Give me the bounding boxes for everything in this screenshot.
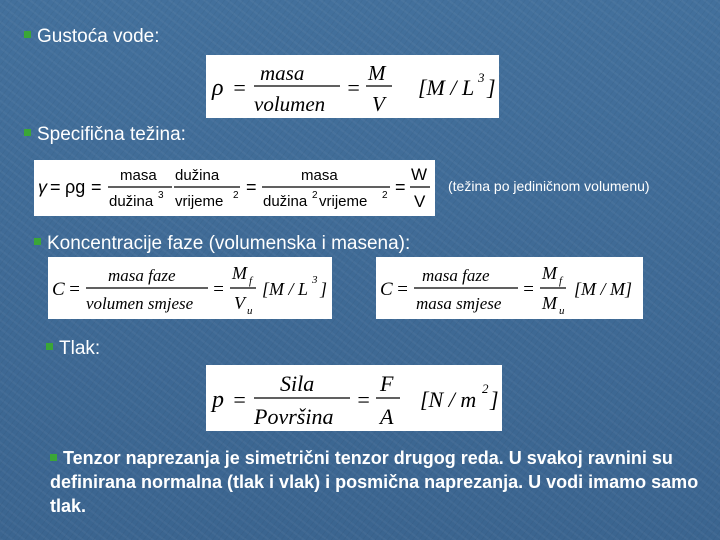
svg-text:f: f: [249, 275, 253, 287]
svg-text:[M / M]: [M / M]: [574, 279, 632, 299]
svg-text:γ: γ: [38, 177, 47, 197]
svg-text:=: =: [356, 387, 371, 412]
svg-text:[M / L: [M / L: [418, 75, 475, 100]
density-formula: [206, 55, 499, 118]
svg-text:f: f: [559, 275, 563, 287]
svg-text:volumen: volumen: [254, 92, 326, 116]
stress-tensor-paragraph: Tenzor naprezanja je simetrični tenzor drugog reda. U svakoj ravnini su definirana normalna (tlak i vlak) i posmična naprezanja. U vodi imamo samo tlak.: [50, 448, 699, 516]
specific-weight-formula: [34, 160, 435, 216]
svg-text:vrijeme: vrijeme: [319, 193, 368, 210]
svg-text:[N / m: [N / m: [420, 387, 477, 412]
svg-text:=: =: [212, 279, 225, 300]
bullet-icon: [50, 454, 57, 461]
svg-text:2: 2: [382, 190, 388, 201]
svg-text:C: C: [380, 279, 393, 300]
svg-text:ρ: ρ: [212, 75, 224, 101]
bullet-icon: [46, 343, 53, 350]
volume-concentration-formula: [48, 257, 332, 319]
svg-text:=: =: [91, 177, 102, 197]
svg-text:2: 2: [233, 190, 239, 201]
pressure-formula: [206, 365, 502, 431]
svg-text:u: u: [559, 305, 565, 317]
svg-text:M: M: [542, 263, 557, 283]
svg-text:F: F: [380, 371, 394, 396]
svg-text:masa: masa: [120, 167, 157, 184]
svg-text:Sila: Sila: [280, 371, 315, 396]
specific-weight-heading: Specifična težina:: [24, 124, 186, 146]
svg-text:3: 3: [312, 274, 318, 286]
svg-text:volumen smjese: volumen smjese: [86, 294, 194, 313]
svg-text:2: 2: [312, 190, 318, 201]
svg-text:ρg: ρg: [65, 177, 86, 197]
svg-text:=: =: [396, 279, 409, 300]
svg-text:A: A: [380, 404, 394, 429]
svg-text:]: ]: [487, 75, 496, 100]
density-heading: Gustoća vode:: [24, 26, 160, 48]
svg-text:V: V: [234, 293, 245, 313]
svg-text:dužina: dužina: [263, 193, 308, 210]
specific-weight-note: (težina po jediničnom volumenu): [448, 178, 650, 194]
svg-text:M: M: [368, 61, 386, 85]
svg-text:2: 2: [482, 381, 489, 396]
bullet-icon: [34, 238, 41, 245]
concentration-heading: Koncentracije faze (volumenska i masena):: [34, 233, 410, 255]
svg-text:]: ]: [320, 279, 328, 299]
svg-text:masa: masa: [260, 61, 305, 85]
svg-text:=: =: [346, 75, 361, 100]
svg-text:dužina: dužina: [175, 167, 220, 184]
svg-text:M: M: [542, 293, 557, 313]
svg-text:masa faze: masa faze: [108, 266, 176, 285]
svg-text:3: 3: [478, 70, 485, 85]
svg-text:=: =: [522, 279, 535, 300]
svg-text:vrijeme: vrijeme: [175, 193, 224, 210]
svg-text:V: V: [414, 192, 426, 211]
svg-text:Površina: Površina: [254, 404, 334, 429]
pressure-heading: Tlak:: [46, 338, 100, 360]
svg-text:masa smjese: masa smjese: [416, 294, 502, 313]
bullet-icon: [24, 129, 31, 136]
svg-text:=: =: [395, 177, 406, 197]
svg-text:masa: masa: [301, 167, 338, 184]
mass-concentration-formula: [376, 257, 643, 319]
bullet-icon: [24, 31, 31, 38]
svg-text:=: =: [232, 75, 247, 100]
svg-text:=: =: [232, 387, 247, 412]
svg-text:]: ]: [490, 387, 499, 412]
svg-text:=: =: [50, 177, 61, 197]
svg-text:3: 3: [158, 190, 164, 201]
svg-text:u: u: [247, 305, 253, 317]
svg-text:W: W: [411, 165, 428, 184]
svg-text:masa faze: masa faze: [422, 266, 490, 285]
svg-text:C: C: [52, 279, 65, 300]
svg-text:=: =: [246, 177, 257, 197]
svg-text:dužina: dužina: [109, 193, 154, 210]
svg-text:=: =: [68, 279, 81, 300]
svg-text:V: V: [372, 92, 385, 116]
svg-text:p: p: [212, 387, 224, 413]
svg-text:M: M: [232, 263, 247, 283]
svg-text:[M / L: [M / L: [262, 279, 309, 299]
